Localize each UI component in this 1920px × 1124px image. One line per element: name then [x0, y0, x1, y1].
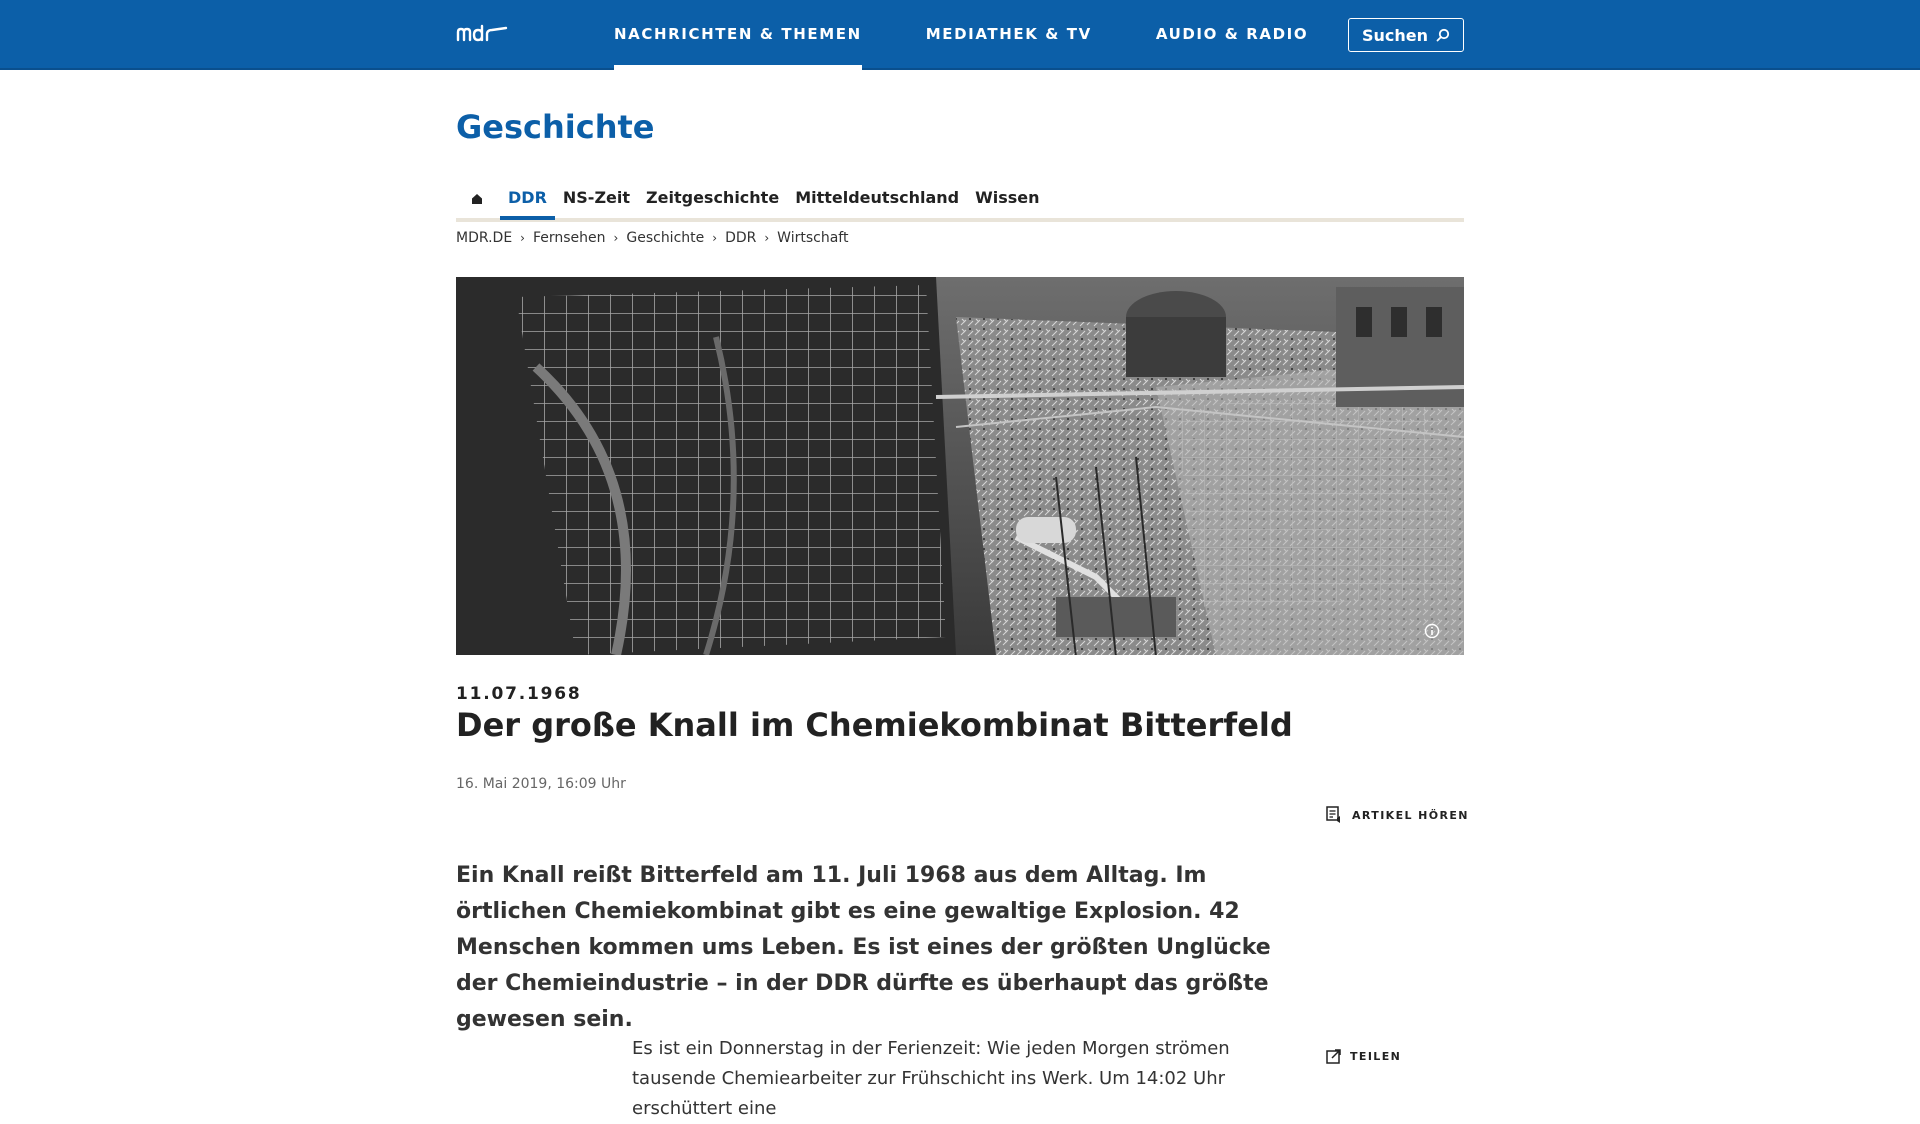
audio-listen-icon	[1326, 806, 1344, 824]
article-body-paragraph: Es ist ein Donnerstag in der Ferienzeit: Wie jeden Morgen strömen tausende Chemiearbeiter zur Frühschicht ins Werk. Um 14:02 Uhr erschüttert eine	[632, 1038, 1230, 1119]
search-button[interactable]	[1348, 18, 1464, 52]
search-icon	[1436, 28, 1450, 42]
subnav-item-ns-zeit[interactable]: NS-Zeit	[562, 188, 631, 207]
info-icon[interactable]	[1424, 623, 1440, 639]
breadcrumb-ddr[interactable]: DDR	[725, 230, 757, 246]
mdr-logo-icon	[456, 22, 508, 46]
subnav-item-wissen[interactable]: Wissen	[975, 188, 1040, 207]
search-button-label: Suchen	[1361, 25, 1429, 45]
breadcrumb-mdr-de[interactable]: MDR.DE	[456, 230, 513, 246]
main-nav	[614, 0, 1372, 68]
chevron-right-icon: ›	[764, 231, 770, 245]
nav-audio-radio[interactable]: AUDIO & RADIO	[1155, 25, 1309, 43]
listen-article-label: ARTIKEL HÖREN	[1352, 808, 1469, 822]
article-kicker: 11.07.1968	[456, 684, 582, 704]
subnav-home[interactable]	[462, 186, 492, 214]
nav-mediathek-tv[interactable]: MEDIATHEK & TV	[925, 25, 1092, 43]
article-publish-date: 16. Mai 2019, 16:09 Uhr	[456, 776, 626, 792]
chevron-right-icon: ›	[613, 231, 619, 245]
home-icon	[471, 193, 483, 205]
chevron-right-icon: ›	[520, 231, 525, 245]
mdr-logo[interactable]	[456, 22, 508, 46]
article-headline: Der große Knall im Chemiekombinat Bitterfeld	[456, 706, 1293, 744]
breadcrumb-fernsehen[interactable]: Fernsehen	[532, 230, 606, 246]
top-navigation-bar	[0, 0, 1920, 70]
section-subnav	[456, 186, 1464, 222]
subnav-item-ddr[interactable]: DDR	[500, 186, 555, 216]
share-label: TEILEN	[1350, 1049, 1402, 1063]
share-button[interactable]	[1326, 1048, 1401, 1064]
listen-article-button[interactable]	[1326, 806, 1469, 824]
subnav-item-zeitgeschichte[interactable]: Zeitgeschichte	[646, 188, 780, 207]
breadcrumb-geschichte[interactable]: Geschichte	[626, 230, 705, 246]
article-teaser: Ein Knall reißt Bitterfeld am 11. Juli 1968 aus dem Alltag. Im örtlichen Chemiekombinat gibt es eine gewaltige Explosion. 42 Menschen kommen ums Leben. Es ist eines der größten Unglücke der Chemieindustrie – in der DDR dürfte es überhaupt das größte gewesen sein.	[456, 863, 1271, 1032]
section-title[interactable]: Geschichte	[456, 108, 655, 146]
subnav-item-mitteldeutschland[interactable]: Mitteldeutschland	[795, 188, 960, 207]
chevron-right-icon: ›	[712, 231, 718, 245]
nav-nachrichten-themen[interactable]: NACHRICHTEN & THEMEN	[614, 0, 862, 68]
breadcrumb	[456, 230, 848, 246]
hero-photo	[456, 277, 1464, 655]
breadcrumb-wirtschaft: Wirtschaft	[777, 230, 849, 246]
hero-image[interactable]	[456, 277, 1464, 655]
share-icon	[1326, 1048, 1342, 1064]
